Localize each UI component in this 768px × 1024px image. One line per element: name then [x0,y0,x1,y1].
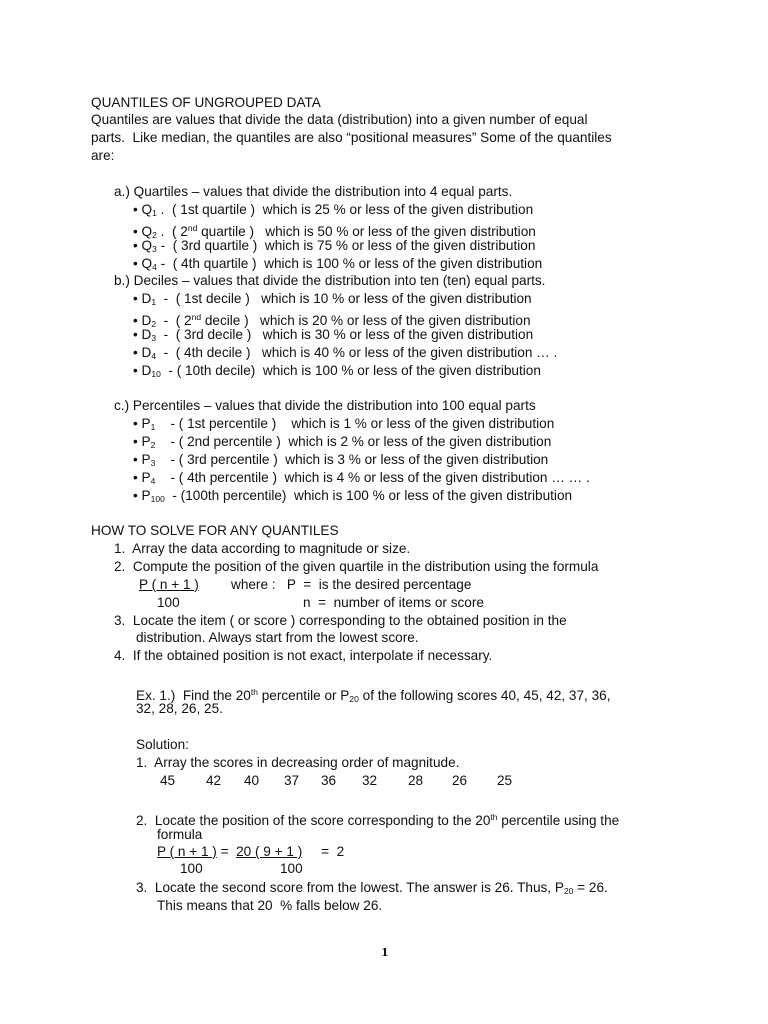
howto-step-4: 4. If the obtained position is not exact, interpolate if necessary. [114,648,493,663]
formula-denominator: 100 [157,595,180,610]
howto-step-3: 3. Locate the item ( or score ) corresponding to the obtained position in the [114,613,567,628]
howto-step-2: 2. Compute the position of the given quartile in the distribution using the formula [114,559,599,574]
howto-step-3-cont: distribution. Always start from the lowest score. [136,630,419,645]
score-value: 40 [244,773,260,788]
formula-n-definition: n = number of items or score [303,595,484,610]
quartiles-item: • $Q_2$ . ( 2nd quartile ) which is 50 % or less of the given distribution [133,223,536,240]
quartiles-heading: a.) Quartiles – values that divide the distribution into 4 equal parts. [114,184,513,199]
solution-step-2: 2. Locate the position of the score corresponding to the 20th percentile using the [136,812,620,828]
example-line-1: Ex. 1.) Find the 20th percentile or $P_{20}$ of the following scores 40, 45, 42, 37, 36, [136,687,611,704]
score-value: 45 [160,773,176,788]
page-title: QUANTILES OF UNGROUPED DATA [91,95,321,110]
deciles-item: • $D_3$ - ( 3rd decile ) which is 30 % or less of the given distribution [133,327,534,343]
calc-denominator-2: 100 [280,861,303,876]
example-line-2: 32, 28, 26, 25. [136,701,223,716]
percentiles-heading: c.) Percentiles – values that divide the distribution into 100 equal parts [114,398,536,413]
formula-where: where : P = is the desired percentage [231,577,472,592]
deciles-item: • $D_1$ - ( 1st decile ) which is 10 % or less of the given distribution [133,291,532,307]
percentiles-item: • $P_2$ - ( 2nd percentile ) which is 2 % or less of the given distribution [133,434,552,450]
percentiles-item: • $P_3$ - ( 3rd percentile ) which is 3 % or less of the given distribution [133,452,549,468]
quartiles-item: • $Q_3$ - ( 3rd quartile ) which is 75 % or less of the given distribution [133,238,536,254]
deciles-item: • $D_2$ - ( 2nd decile ) which is 20 % or less of the given distribution [133,312,531,329]
deciles-item: • $D_4$ - ( 4th decile ) which is 40 % or less of the given distribution … . [133,345,558,361]
solution-step-2-cont: formula [157,827,203,842]
intro-line-2: parts. Like median, the quantiles are also “positional measures” Some of the quantiles [91,130,612,145]
solution-step-3: 3. Locate the second score from the lowest. The answer is 26. Thus, $P_{20} = 26$. [136,880,608,896]
quartiles-item: • $Q_4$ - ( 4th quartile ) which is 100 % or less of the given distribution [133,256,543,272]
calc-denominator-1: 100 [180,861,203,876]
formula-numerator: P ( n + 1 ) [139,577,199,592]
percentiles-item: • $P_1$ - ( 1st percentile ) which is 1 % or less of the given distribution [133,416,555,432]
score-value: 28 [408,773,424,788]
solution-label: Solution: [136,737,189,752]
score-value: 25 [497,773,513,788]
intro-line-3: are: [91,148,115,163]
percentiles-item: • $P_{100} - (100th$ percentile) which is 100 % or less of the given distribution [133,488,573,504]
howto-step-1: 1. Array the data according to magnitude or size. [114,541,411,556]
page-number: 1 [381,946,389,959]
solution-step-3-cont: This means that 20 % falls below 26. [157,898,383,913]
deciles-heading: b.) Deciles – values that divide the distribution into ten (ten) equal parts. [114,273,546,288]
score-value: 37 [284,773,300,788]
score-value: 32 [362,773,378,788]
calc-line: P ( n + 1 ) = 20 ( 9 + 1 ) = 2 [157,844,345,859]
howto-heading: HOW TO SOLVE FOR ANY QUANTILES [91,523,339,538]
score-value: 26 [452,773,468,788]
percentiles-item: • $P_4$ - ( 4th percentile ) which is 4 % or less of the given distribution … … . [133,470,590,486]
score-value: 42 [206,773,222,788]
score-value: 36 [321,773,337,788]
intro-line-1: Quantiles are values that divide the data (distribution) into a given number of equal [91,112,588,127]
quartiles-item: • $Q_1$ . ( 1st quartile ) which is 25 % or less of the given distribution [133,202,534,218]
deciles-item: • $D_{10}$ - ( 10th decile) which is 100 % or less of the given distribution [133,363,541,379]
solution-step-1: 1. Array the scores in decreasing order of magnitude. [136,755,460,770]
